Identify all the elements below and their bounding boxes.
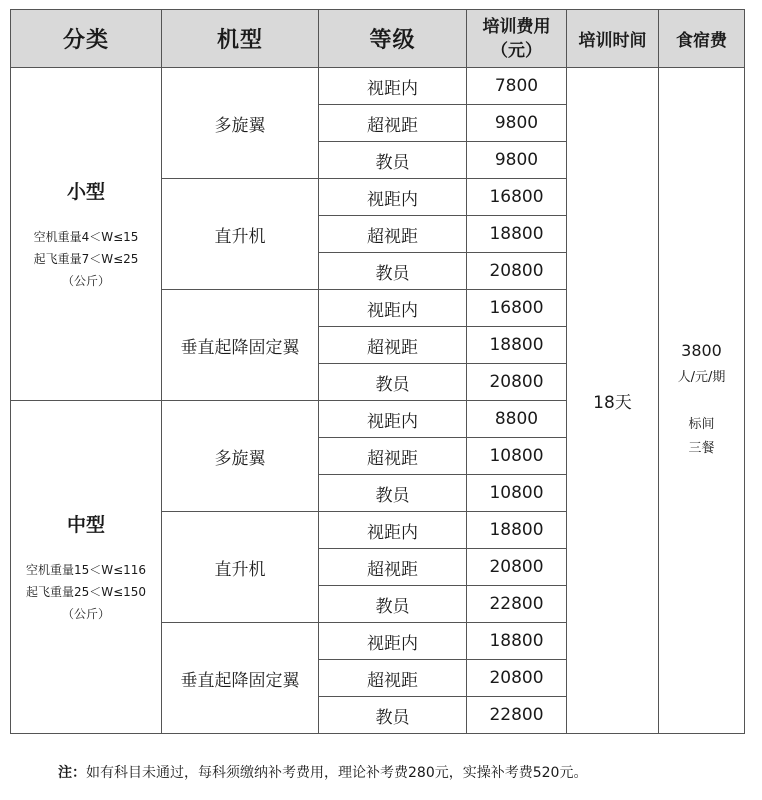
level-cell: 教员: [319, 475, 467, 512]
fee-cell: 10800: [467, 475, 567, 512]
header-model: 机型: [162, 10, 319, 68]
category-note: 空机重量4＜W≤15: [33, 229, 139, 244]
level-cell: 超视距: [319, 327, 467, 364]
level-cell: 超视距: [319, 216, 467, 253]
fee-cell: 20800: [467, 549, 567, 586]
level-cell: 超视距: [319, 105, 467, 142]
fee-cell: 18800: [467, 623, 567, 660]
level-cell: 超视距: [319, 660, 467, 697]
category-cell-medium: [11, 401, 162, 734]
fee-cell: 22800: [467, 697, 567, 734]
category-note: （公斤）: [61, 273, 110, 288]
footnote-text: 如有科目未通过，每科须缴纳补考费用，理论补考费280元，实操补考费520元。: [86, 765, 588, 781]
lodging-cell: [659, 68, 745, 734]
model-cell: 直升机: [162, 179, 319, 290]
level-cell: 视距内: [319, 512, 467, 549]
level-cell: 视距内: [319, 68, 467, 105]
level-cell: 超视距: [319, 549, 467, 586]
level-cell: 超视距: [319, 438, 467, 475]
table-row: [11, 68, 745, 105]
header-row: [11, 10, 745, 68]
level-cell: 视距内: [319, 179, 467, 216]
fee-cell: 9800: [467, 105, 567, 142]
model-cell: 直升机: [162, 512, 319, 623]
header-time: 培训时间: [567, 10, 659, 68]
fee-table: [10, 9, 745, 734]
category-note: 空机重量15＜W≤116: [25, 562, 147, 577]
footnote: [58, 762, 587, 782]
lodging-note: 三餐: [688, 440, 715, 456]
level-cell: 视距内: [319, 401, 467, 438]
fee-cell: 9800: [467, 142, 567, 179]
category-name: 中型: [66, 513, 105, 536]
level-cell: 教员: [319, 364, 467, 401]
category-name: 小型: [66, 180, 105, 203]
header-level: 等级: [319, 10, 467, 68]
category-note: 起飞重量25＜W≤150: [25, 584, 147, 599]
level-cell: 教员: [319, 253, 467, 290]
footnote-label: 注：: [58, 765, 86, 781]
fee-cell: 16800: [467, 179, 567, 216]
category-note: 起飞重量7＜W≤25: [33, 251, 139, 266]
model-cell: 多旋翼: [162, 68, 319, 179]
category-note: （公斤）: [61, 606, 110, 621]
fee-cell: 18800: [467, 327, 567, 364]
fee-cell: 16800: [467, 290, 567, 327]
level-cell: 教员: [319, 586, 467, 623]
model-cell: 垂直起降固定翼: [162, 290, 319, 401]
fee-cell: 8800: [467, 401, 567, 438]
header-fee: [467, 10, 567, 68]
fee-cell: 18800: [467, 512, 567, 549]
header-lodging: 食宿费: [659, 10, 745, 68]
model-cell: 垂直起降固定翼: [162, 623, 319, 734]
training-time-cell: 18天: [567, 68, 659, 734]
lodging-amount: 3800: [681, 340, 722, 360]
level-cell: 教员: [319, 697, 467, 734]
fee-cell: 20800: [467, 660, 567, 697]
header-fee-line2: （元）: [491, 40, 542, 61]
lodging-unit: 人/元/期: [677, 369, 726, 385]
fee-cell: 22800: [467, 586, 567, 623]
level-cell: 视距内: [319, 290, 467, 327]
level-cell: 视距内: [319, 623, 467, 660]
fee-cell: 7800: [467, 68, 567, 105]
header-category: 分类: [11, 10, 162, 68]
lodging-note: 标间: [688, 416, 715, 432]
fee-cell: 20800: [467, 253, 567, 290]
fee-cell: 20800: [467, 364, 567, 401]
model-cell: 多旋翼: [162, 401, 319, 512]
category-cell-small: [11, 68, 162, 401]
level-cell: 教员: [319, 142, 467, 179]
fee-cell: 18800: [467, 216, 567, 253]
fee-cell: 10800: [467, 438, 567, 475]
header-fee-line1: 培训费用: [482, 16, 551, 37]
